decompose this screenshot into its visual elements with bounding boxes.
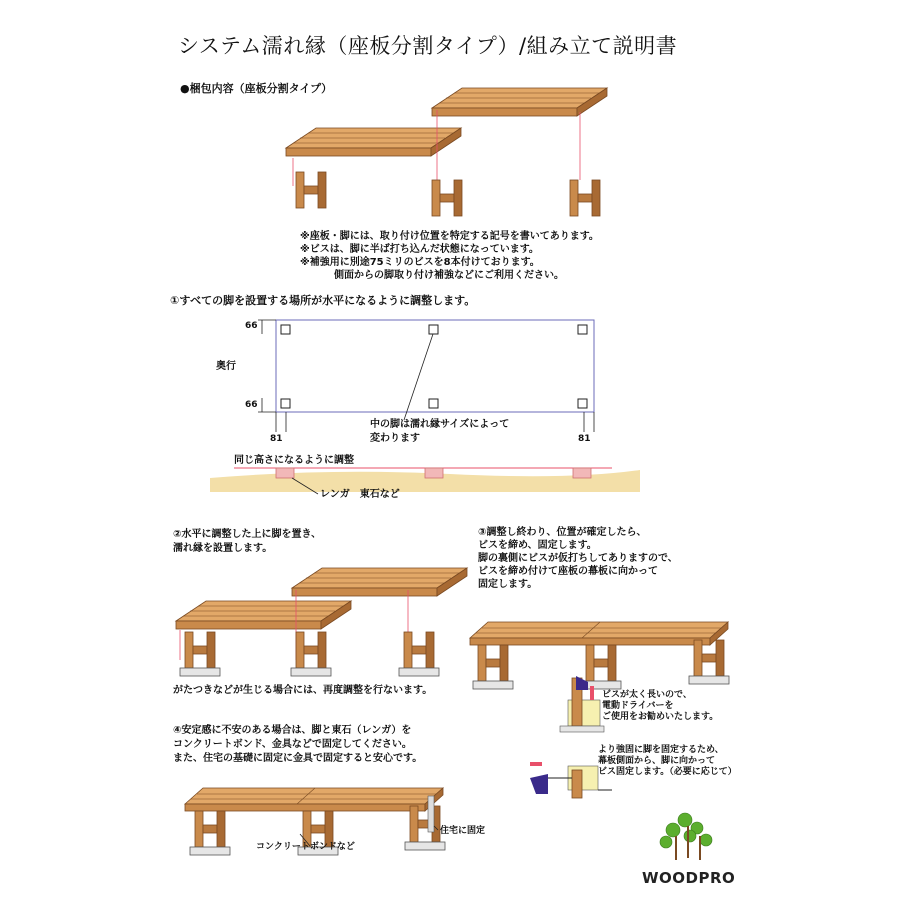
dim-left: 81 — [270, 434, 283, 444]
step3-line-3: 脚の裏側にビスが仮打ちしてありますので、 — [478, 553, 678, 564]
dim-bottom: 66 — [245, 400, 258, 410]
bond-label: コンクリートボンドなど — [256, 842, 355, 852]
step4-line-2: コンクリートボンド、金具などで固定してください。 — [173, 739, 412, 750]
logo-text: WOODPRO — [642, 869, 736, 887]
step3-line-5: 固定します。 — [478, 579, 538, 590]
depth-label: 奥行 — [216, 361, 236, 372]
dim-top: 66 — [245, 321, 258, 331]
logo-tree-icon — [660, 813, 712, 848]
step4-line-1: ④安定感に不安のある場合は、脚と東石（レンガ）を — [173, 725, 412, 736]
dim-right: 81 — [578, 434, 591, 444]
level-label: 同じ高さになるように調整 — [234, 455, 354, 466]
driver-note-2: 電動ドライバーを — [602, 701, 674, 711]
driver-note-1: ビスが太く長いので、 — [602, 690, 692, 700]
middle-leg-note-1: 中の脚は濡れ縁サイズによって — [370, 419, 510, 430]
package-note-3: ※補強用に別途75ミリのビスを8本付けております。 — [300, 257, 540, 268]
driver-note-3: ご使用をお勧めいたします。 — [602, 712, 719, 722]
package-note-2: ※ビスは、脚に半ば打ち込んだ状態になっています。 — [300, 244, 539, 255]
step3-line-2: ビスを締め、固定します。 — [478, 540, 597, 551]
side-note-2: 幕板側面から、脚に向かって — [598, 756, 716, 766]
step1-text: ①すべての脚を設置する場所が水平になるように調整します。 — [170, 294, 476, 307]
house-label: 住宅に固定 — [440, 826, 486, 836]
package-note-4: 側面からの脚取り付け補強などにご利用ください。 — [334, 270, 564, 281]
side-note-1: より強固に脚を固定するため、 — [598, 745, 724, 755]
block-label: レンガ 東石など — [320, 489, 400, 500]
step3-line-1: ③調整し終わり、位置が確定したら、 — [478, 527, 647, 538]
step2-line-1: ②水平に調整した上に脚を置き、 — [173, 529, 322, 540]
middle-leg-note-2: 変わります — [370, 433, 420, 444]
package-heading: ●梱包内容（座板分割タイプ） — [180, 82, 333, 95]
package-note-1: ※座板・脚には、取り付け位置を特定する記号を書いてあります。 — [300, 231, 599, 242]
page-title: システム濡れ縁（座板分割タイプ）/組み立て説明書 — [178, 34, 678, 58]
step4-line-3: また、住宅の基礎に固定に金具で固定すると安心です。 — [173, 753, 423, 764]
side-note-3: ビス固定します。（必要に応じて） — [598, 767, 737, 777]
step2-line-2: 濡れ縁を設置します。 — [173, 543, 273, 554]
step3-line-4: ビスを締め付けて座板の幕板に向かって — [478, 566, 658, 577]
step2-warning: がたつきなどが生じる場合には、再度調整を行ないます。 — [173, 685, 433, 696]
